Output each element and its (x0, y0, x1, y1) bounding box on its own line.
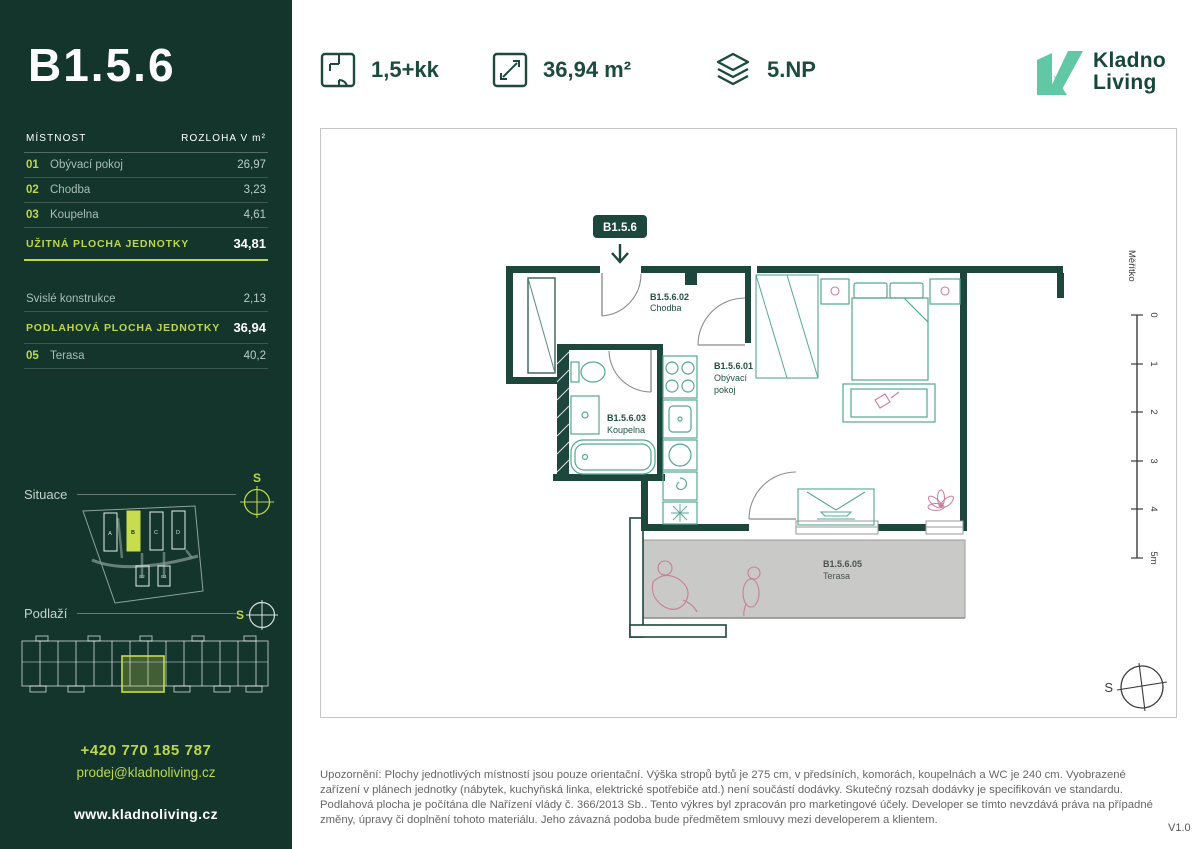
unit-title: B1.5.6 (28, 39, 176, 91)
website-link[interactable]: www.kladnoliving.cz (74, 806, 218, 822)
room-area: 26,97 (237, 159, 266, 171)
divider-line (77, 613, 236, 614)
podlazi-heading (24, 606, 236, 621)
spec-floor-label: 5.NP (767, 57, 816, 82)
room-area: 3,23 (243, 184, 266, 196)
floor-plan-drawing (321, 129, 1176, 717)
spec-area (490, 50, 631, 90)
vertical-structures-value: 2,13 (243, 293, 266, 305)
terrace-row (24, 344, 268, 369)
svg-text:0: 0 (1148, 312, 1159, 318)
spec-layout-label: 1,5+kk (371, 57, 439, 82)
room-table (24, 133, 268, 369)
svg-text:Obývací: Obývací (714, 373, 748, 383)
col-area: ROZLOHA V m² (181, 133, 266, 144)
svg-text:4: 4 (1148, 506, 1159, 512)
svg-text:B1.5.6.01: B1.5.6.01 (714, 361, 754, 371)
svg-text:3: 3 (1148, 458, 1159, 464)
living-furniture (798, 489, 874, 525)
floor-area-value: 36,94 (233, 320, 266, 335)
svg-text:Terasa: Terasa (823, 571, 851, 581)
plant-decor (927, 490, 956, 511)
svg-text:A: A (108, 531, 112, 537)
terrace-number: 05 (26, 350, 39, 362)
svg-text:B1.5.6.03: B1.5.6.03 (607, 413, 647, 423)
room-name: Koupelna (50, 209, 99, 221)
podlazi-label: Podlaží (24, 606, 68, 621)
room-labels (607, 292, 862, 581)
svg-text:S: S (252, 471, 262, 485)
usable-area-value: 34,81 (233, 236, 266, 251)
svg-text:Koupelna: Koupelna (607, 425, 646, 435)
floorplan-icon (318, 50, 358, 90)
usable-area-label: UŽITNÁ PLOCHA JEDNOTKY (26, 237, 190, 250)
room-table-header (24, 133, 268, 153)
svg-text:Měřítko: Měřítko (1126, 250, 1137, 282)
kitchen-line (663, 356, 697, 524)
scale-bar (1126, 250, 1159, 565)
floor-area-label: PODLAHOVÁ PLOCHA JEDNOTKY (26, 321, 221, 334)
spec-floor (712, 50, 816, 90)
table-row (24, 178, 268, 203)
highlighted-unit-on-floor (122, 656, 164, 692)
svg-text:S: S (235, 608, 245, 622)
logo-line1: Kladno (1093, 48, 1166, 72)
room-number: 01 (26, 159, 39, 171)
svg-text:C: C (154, 530, 158, 536)
sidebar (0, 0, 292, 849)
bedroom-decor-pink (831, 287, 949, 408)
table-row (24, 153, 268, 178)
disclaimer-text: Upozornění: Plochy jednotlivých místností jsou pouze orientační. Výška stropů bytů je 275 cm, v předsíních, komorách, koupelnách a WC je 240 cm. Vyobrazené zařízení v plánech jednotky (nábytek, kuchyňská linka, elektrické spotřebiče atd.) není součástí dodávky. Skutečný rozsah dodávky je specifikován ve standardu. Podlahová plocha je počítána dle Nařízení vlády č. 366/2013 Sb.. Tento výkres byl zpracován pro marketingové účely. Developer se tímto nevzdává práva na případné změny, úpravy či doplnění tohoto materiálu. Jeho závazná podoba bude předmětem smlouvy mezi developerem a klientem. (320, 769, 1153, 827)
col-room: MÍSTNOST (26, 133, 87, 144)
floor-plan-frame (320, 128, 1177, 718)
svg-text:B1.5.6.02: B1.5.6.02 (650, 292, 690, 302)
terrace-area: 40,2 (243, 350, 266, 362)
svg-text:B1.5.6: B1.5.6 (603, 222, 637, 234)
floor-strip-plan (18, 628, 274, 702)
bed-furniture (821, 279, 960, 422)
svg-text:B: B (131, 530, 135, 536)
brand-logo (1037, 48, 1166, 96)
svg-text:pokoj: pokoj (714, 385, 736, 395)
svg-text:B1.5.6.05: B1.5.6.05 (823, 559, 863, 569)
room-number: 03 (26, 209, 39, 221)
site-plan-minimap (70, 498, 220, 606)
vertical-structures-row (24, 287, 268, 312)
version-label: V1.0 (1168, 822, 1191, 834)
terrace-name: Terasa (50, 350, 85, 362)
room-number: 02 (26, 184, 39, 196)
situace-label: Situace (24, 487, 68, 502)
logo-line2: Living (1093, 71, 1157, 94)
svg-text:D: D (176, 530, 180, 536)
table-row (24, 203, 268, 228)
area-icon (490, 50, 530, 90)
svg-text:2: 2 (1148, 409, 1159, 415)
svg-text:E2: E2 (139, 574, 145, 579)
svg-text:1: 1 (1148, 361, 1159, 367)
room-name: Chodba (50, 184, 91, 196)
floor-area-row (24, 312, 268, 344)
email-link[interactable]: prodej@kladnoliving.cz (76, 765, 216, 780)
unit-badge (593, 215, 647, 262)
spec-area-label: 36,94 m² (543, 57, 632, 82)
svg-text:S: S (1104, 680, 1113, 695)
kladno-living-logo-mark (1037, 48, 1083, 96)
plan-compass-icon (1104, 663, 1167, 711)
phone-link[interactable]: +420 770 185 787 (80, 742, 212, 759)
logo-text (1093, 50, 1166, 95)
secondary-table (24, 287, 268, 369)
terrace-area (643, 540, 965, 618)
north-compass-icon (232, 598, 280, 632)
svg-text:E1: E1 (161, 574, 167, 579)
contact-block (0, 742, 292, 822)
room-area: 4,61 (243, 209, 266, 221)
north-compass-icon (236, 470, 278, 522)
svg-text:5m: 5m (1148, 551, 1159, 565)
entry-arrow-icon (612, 244, 628, 262)
floor-level-icon (712, 50, 754, 90)
spec-layout (318, 50, 439, 90)
svg-text:Chodba: Chodba (650, 303, 682, 313)
usable-area-row (24, 228, 268, 261)
divider-line (77, 494, 236, 495)
room-name: Obývací pokoj (50, 159, 123, 171)
vertical-structures-label: Svislé konstrukce (26, 293, 116, 305)
